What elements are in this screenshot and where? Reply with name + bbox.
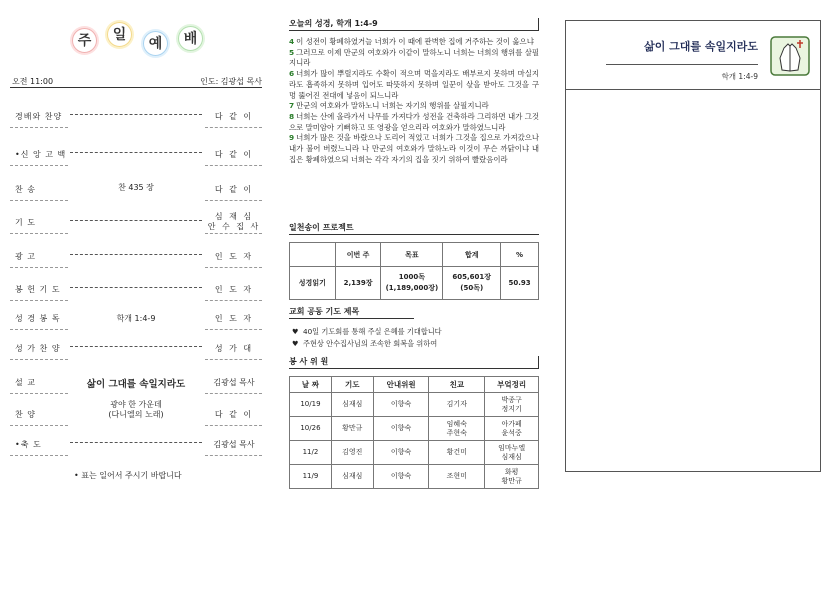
order-item: [10, 181, 262, 203]
order-name: 경배와 찬양: [15, 112, 63, 121]
prayer-heading: 교회 공동 기도 제목: [289, 306, 414, 319]
order-item: [10, 248, 262, 270]
sermon-reference: 학개 1:4-9: [721, 72, 758, 81]
order-person: 김광섭 목사: [213, 378, 255, 387]
prayer-item: ♥ 40일 기도회를 통해 주실 은혜를 기대합니다: [292, 327, 442, 336]
sermon-title: 삶이 그대를 속일지라도: [644, 40, 758, 53]
service-time: 오전 11:00: [12, 77, 54, 86]
order-name: 성 가 찬 양: [15, 344, 61, 353]
prayer-list: [292, 326, 442, 350]
order-person: 김광섭 목사: [213, 440, 255, 449]
order-name: •신 앙 고 백: [15, 150, 67, 159]
order-person: 다 같 이: [214, 150, 254, 159]
verse: 5 그러므로 이제 만군의 여호와가 이같이 말하노니 너희는 너희의 행위를 살필지니라: [289, 47, 539, 68]
order-name: 설 교: [15, 378, 36, 387]
duty-table: 날 짜 기도 안내위원 친교 부엌정리 10/19 심재심 이향숙 김기자 박종구 정지기 10/26 황만규 이향숙 임혜숙 주현숙 아가페 윤석중 11/2 김영진 이향숙 황건미 임마누엘 심재심 11/9 심재심 이향숙 조현미 화평 황만규: [289, 376, 539, 489]
table-row: 11/9 심재심 이향숙 조현미 화평 황만규: [290, 465, 539, 489]
title-char-2: 일: [107, 22, 132, 47]
reading-label: 성경읽기: [290, 267, 336, 300]
verse: 6 너희가 많이 뿌릴지라도 수확이 적으며 먹을지라도 배부르지 못하며 마실지라도 흡족하지 못하며 입어도 따뜻하지 못하며 일꾼이 삯을 받아도 그것을 구멍 뚫어진 전대에 넣음이 되느니라: [289, 69, 539, 100]
order-person: 다 같 이: [214, 410, 254, 419]
order-name: 성 경 봉 독: [15, 314, 61, 323]
title-char-3: 예: [143, 31, 168, 56]
project-heading: 일천송이 프로젝트: [289, 222, 539, 235]
order-item: [10, 436, 262, 458]
scripture-text: [289, 37, 539, 165]
order-item: [10, 374, 262, 396]
table-row: 10/19 심재심 이향숙 김기자 박종구 정지기: [290, 393, 539, 417]
duty-heading: 봉 사 위 원: [289, 356, 539, 369]
order-item: [10, 108, 262, 130]
order-item: [10, 400, 262, 428]
order-person: 다 같 이: [214, 185, 254, 194]
scripture-heading: 오늘의 성경, 학개 1:4-9: [289, 18, 539, 31]
service-leader: 인도: 김광섭 목사: [200, 77, 262, 86]
table-row: 10/26 황만규 이향숙 임혜숙 주현숙 아가페 윤석중: [290, 417, 539, 441]
title-char-1: 주: [72, 28, 97, 53]
worship-title: [72, 22, 222, 62]
order-item: [10, 146, 262, 168]
service-info: [10, 76, 262, 88]
verse: 4 이 성전이 황폐하였거늘 너희가 이 때에 판벽한 집에 거주하는 것이 옳으냐: [289, 37, 534, 46]
praying-hands-icon: [770, 36, 810, 76]
sermon-notes-panel: [565, 20, 821, 472]
order-detail: 학개 1:4-9: [114, 314, 159, 323]
order-detail: 찬 435 장: [115, 183, 157, 192]
table-row: 11/2 김영진 이향숙 황건미 임마누엘 심재심: [290, 441, 539, 465]
order-detail: 광야 한 가운데 (다니엘의 노래): [70, 400, 202, 420]
order-person: 인 도 자: [214, 285, 254, 294]
reading-goal: 1000독 (1,189,000장): [381, 267, 443, 300]
sermon-title: 삶이 그대를 속일지라도: [84, 379, 188, 390]
order-name: 기 도: [15, 218, 36, 227]
order-person: 성 가 대: [214, 344, 254, 353]
order-item: [10, 214, 262, 236]
verse: 8 너희는 산에 올라가서 나무를 가져다가 성전을 건축하라 그리하면 내가 그것으로 말미암아 기뻐하고 또 영광을 얻으리라 여호와가 말하였느니라: [289, 111, 539, 132]
order-person: 다 같 이: [214, 112, 254, 121]
order-item: [10, 281, 262, 303]
title-char-4: 배: [178, 26, 203, 51]
reading-table: 이번 주 목표 합계 % 성경읽기 2,139장 1000독 (1,189,000장) 605,601장 (50독) 50.93: [289, 242, 539, 300]
reading-total: 605,601장 (50독): [443, 267, 501, 300]
standing-note: • 표는 일어서 주시기 바랍니다: [74, 471, 182, 480]
reading-percent: 50.93: [501, 267, 539, 300]
reading-week: 2,139장: [335, 267, 381, 300]
order-person: 인 도 자: [214, 314, 254, 323]
order-item: [10, 310, 262, 332]
order-name: 찬 송: [15, 185, 36, 194]
order-name: •축 도: [15, 440, 42, 449]
order-person: 인 도 자: [214, 252, 254, 261]
verse: 7 만군의 여호와가 말하노니 너희는 자기의 행위를 살필지니라: [289, 101, 489, 111]
verse: 9 너희가 많은 것을 바랐으나 도리어 적었고 너희가 그것을 집으로 가져갔으나 내가 불어 버렸느니라 나 만군의 여호와가 말하노라 이것이 무슨 까닭이냐 내 집은 황폐하였으되 너희는 각각 자기의 집을 짓기 위하여 빨랐음이라: [289, 133, 539, 164]
prayer-item: ♥ 주현상 안수집사님의 조속한 회복을 위하여: [292, 339, 438, 348]
order-item: [10, 340, 262, 362]
order-name: 광 고: [15, 252, 36, 261]
order-person: 심 재 심 안 수 집 사: [207, 212, 261, 231]
order-name: 찬 양: [15, 410, 36, 419]
order-name: 봉 헌 기 도: [15, 285, 61, 294]
